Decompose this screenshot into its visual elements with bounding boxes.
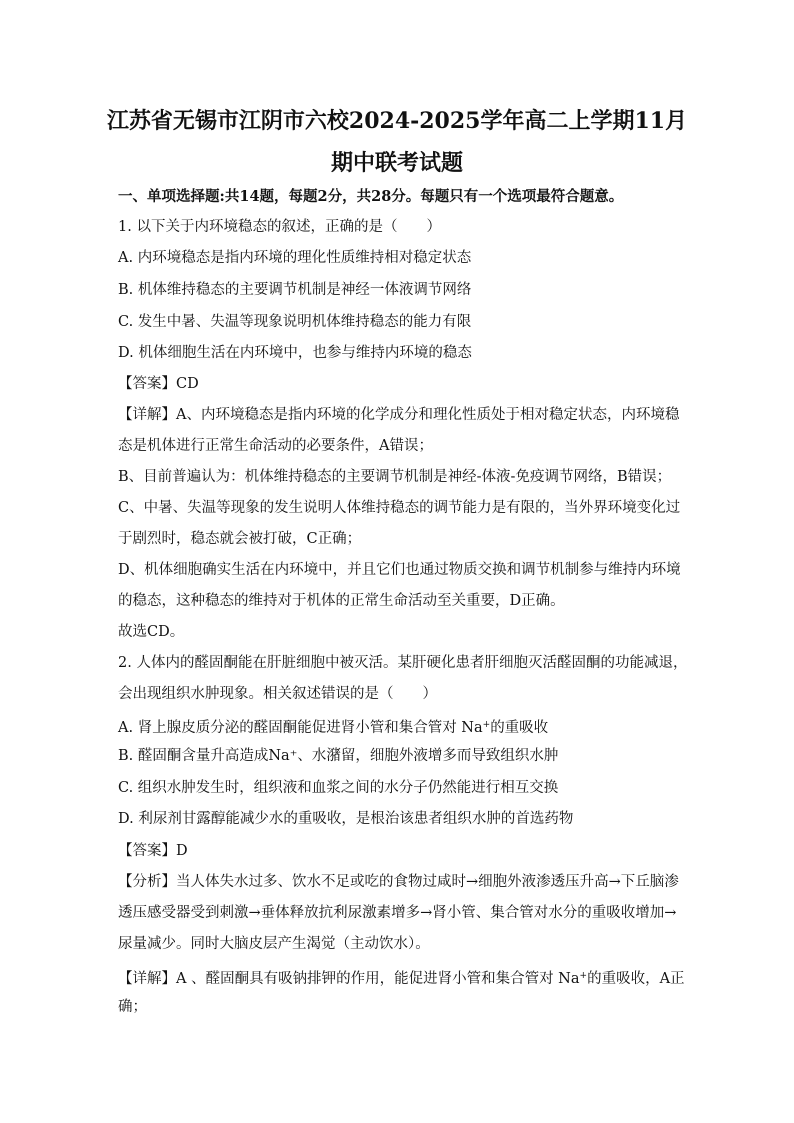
q2-analysis-line: 【分析】当人体失水过多、饮水不足或吃的食物过咸时→细胞外液渗透压升高→下丘脑渗 <box>118 874 679 890</box>
section-heading: 一、单项选择题:共14题，每题2分，共28分。每题只有一个选项最符合题意。 <box>118 188 624 205</box>
q1-explain-line: D、机体细胞确实生活在内环境中，并且它们也通过物质交换和调节机制参与维持内环境 <box>118 562 681 578</box>
q1-stem: 1. 以下关于内环境稳态的叙述，正确的是（ ） <box>118 219 441 235</box>
q2-stem-line1: 2. 人体内的醛固酮能在肝脏细胞中被灭活。某肝硬化患者肝细胞灭活醛固酮的功能减退， <box>118 655 688 671</box>
q1-option-b: B. 机体维持稳态的主要调节机制是神经一体液调节网络 <box>118 282 472 298</box>
q2-detail-line2: 确； <box>118 999 147 1015</box>
q2-stem-line2: 会出现组织水肿现象。相关叙述错误的是（ ） <box>118 686 437 702</box>
q2-detail-line1 <box>118 966 685 989</box>
q2-option-c: C. 组织水肿发生时，组织液和血浆之间的水分子仍然能进行相互交换 <box>118 780 559 796</box>
q2-option-d: D. 利尿剂甘露醇能减少水的重吸收，是根治该患者组织水肿的首选药物 <box>118 811 574 827</box>
q1-explain-line: 于剧烈时，稳态就会被打破，C正确； <box>118 531 362 547</box>
q1-explain-line: B、目前普遍认为：机体维持稳态的主要调节机制是神经-体液-免疫调节网络，B错误； <box>118 469 672 485</box>
q1-option-a: A. 内环境稳态是指内环境的理化性质维持相对稳定状态 <box>118 250 472 266</box>
q2-option-a-tail: 的重吸收 <box>490 720 549 736</box>
q1-explain-line: 【详解】A、内环境稳态是指内环境的化学成分和理化性质处于相对稳定状态，内环境稳 <box>118 407 680 423</box>
q2-answer: 【答案】D <box>118 843 188 859</box>
q1-option-c: C. 发生中暑、失温等现象说明机体维持稳态的能力有限 <box>118 314 472 330</box>
q2-analysis-line: 透压感受器受到刺激→垂体释放抗利尿激素增多→肾小管、集合管对水分的重吸收增加→ <box>118 905 677 921</box>
q2-detail-tail: 的重吸收，A正 <box>587 971 685 987</box>
document-title-line1: 江苏省无锡市江阴市六校2024-2025学年高二上学期11月 <box>106 108 688 134</box>
q1-option-d: D. 机体细胞生活在内环境中，也参与维持内环境的稳态 <box>118 345 472 361</box>
q2-analysis-line: 尿量减少。同时大脑皮层产生渴觉（主动饮水）。 <box>118 936 430 952</box>
superscript: + <box>482 720 491 730</box>
document-title-line2: 期中联考试题 <box>330 150 463 176</box>
q1-explain-line: C、中暑、失温等现象的发生说明人体维持稳态的调节能力是有限的，当外界环境变化过 <box>118 500 681 516</box>
q2-detail-text: 【详解】A 、醛固酮具有吸钠排钾的作用，能促进肾小管和集合管对 Na <box>118 971 580 987</box>
q1-explain-line: 的稳态，这种稳态的维持对于机体的正常生命活动至关重要，D正确。 <box>118 593 565 609</box>
q2-option-a-text: A. 肾上腺皮质分泌的醛固酮能促进肾小管和集合管对 Na <box>118 720 483 736</box>
q1-conclusion: 故选CD。 <box>118 624 185 640</box>
q2-option-a <box>118 715 548 738</box>
q1-explain-line: 态是机体进行正常生命活动的必要条件，A错误； <box>118 438 433 454</box>
q1-answer: 【答案】CD <box>118 376 199 392</box>
q2-option-b: B. 醛固酮含量升高造成Na⁺、水潴留，细胞外液增多而导致组织水肿 <box>118 748 559 764</box>
superscript: + <box>579 971 588 981</box>
